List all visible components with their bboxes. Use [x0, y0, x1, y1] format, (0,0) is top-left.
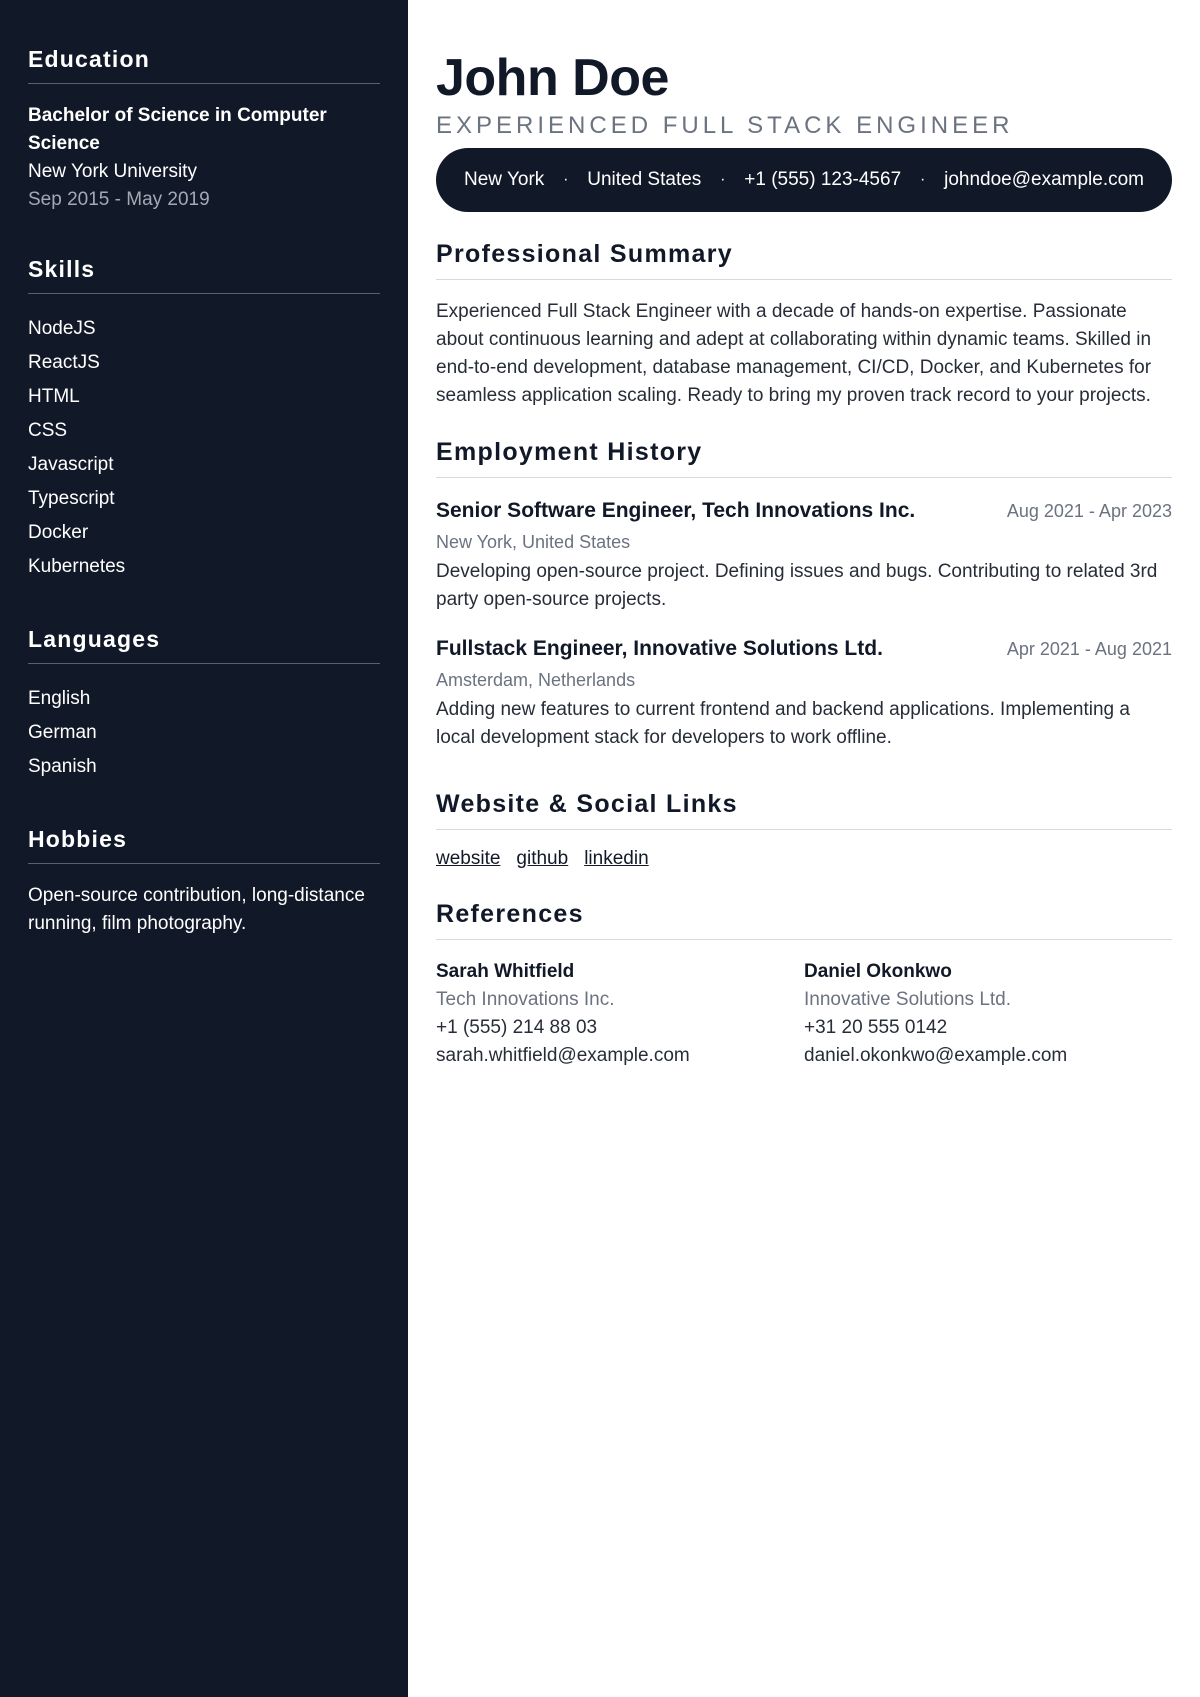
- references-heading: References: [436, 900, 1172, 940]
- github-link[interactable]: github: [516, 848, 569, 869]
- links-heading: Website & Social Links: [436, 790, 1172, 830]
- skill-item: NodeJS: [28, 318, 96, 339]
- languages-heading: Languages: [28, 626, 380, 664]
- education-degree: Bachelor of Science in Computer Science: [28, 105, 327, 154]
- skill-item: Docker: [28, 522, 89, 543]
- language-item: Spanish: [28, 756, 97, 777]
- reference-company: Tech Innovations Inc.: [436, 989, 615, 1010]
- skill-item: HTML: [28, 386, 80, 407]
- language-item: German: [28, 722, 97, 743]
- education-school: New York University: [28, 161, 197, 182]
- skills-heading: Skills: [28, 256, 380, 294]
- job-description: Developing open-source project. Defining issues and bugs. Contributing to related 3rd party open-source projects.: [436, 561, 1158, 610]
- reference-name: Daniel Okonkwo: [804, 961, 952, 982]
- contact-email: johndoe@example.com: [944, 169, 1144, 190]
- job-location: New York, United States: [436, 532, 631, 552]
- references-list: [436, 958, 1172, 1070]
- education-dates: Sep 2015 - May 2019: [28, 189, 210, 210]
- skill-item: Kubernetes: [28, 556, 126, 577]
- skill-item: Typescript: [28, 488, 115, 509]
- job-entry: [436, 634, 1172, 752]
- reference-card: [436, 958, 804, 1070]
- job-role-title: EXPERIENCED FULL STACK ENGINEER: [436, 112, 1014, 139]
- job-description: Adding new features to current frontend and backend applications. Implementing a local development stack for developers to work offline.: [436, 699, 1130, 748]
- references-section: [436, 900, 1172, 1070]
- reference-phone: +31 20 555 0142: [804, 1017, 948, 1038]
- skill-item: ReactJS: [28, 352, 100, 373]
- website-link[interactable]: website: [436, 848, 501, 869]
- hobbies-text: Open-source contribution, long-distance running, film photography.: [28, 885, 365, 934]
- languages-list: [28, 682, 380, 784]
- person-name: John Doe: [436, 49, 669, 107]
- reference-email: sarah.whitfield@example.com: [436, 1045, 690, 1066]
- language-item: English: [28, 688, 91, 709]
- hobbies-section: [28, 826, 380, 938]
- education-section: [28, 46, 380, 214]
- hobbies-heading: Hobbies: [28, 826, 380, 864]
- main-content: [408, 0, 1200, 1697]
- reference-email: daniel.okonkwo@example.com: [804, 1045, 1068, 1066]
- reference-name: Sarah Whitfield: [436, 961, 575, 982]
- employment-section: [436, 438, 1172, 752]
- links-list: [436, 848, 1172, 870]
- job-dates: Aug 2021 - Apr 2023: [1006, 501, 1172, 521]
- contact-country: United States: [587, 169, 702, 190]
- contact-separator: ·: [919, 171, 926, 188]
- contact-city: New York: [464, 169, 545, 190]
- job-title: Senior Software Engineer, Tech Innovations Inc.: [436, 499, 916, 522]
- skills-list: [28, 312, 380, 584]
- languages-section: [28, 626, 380, 784]
- skill-item: CSS: [28, 420, 68, 441]
- contact-phone: +1 (555) 123-4567: [744, 169, 902, 190]
- contact-separator: ·: [720, 171, 726, 188]
- summary-text: Experienced Full Stack Engineer with a decade of hands-on expertise. Passionate about continuous learning and adept at collaborating within dynamic teams. Skilled in end-to-end development, database management, CI/CD, Docker, and Kubernetes for seamless application scaling. Ready to bring my proven track record to your projects.: [436, 301, 1152, 406]
- reference-card: [804, 958, 1172, 1070]
- contact-bar: [436, 148, 1172, 212]
- summary-heading: Professional Summary: [436, 240, 1172, 280]
- education-heading: Education: [28, 46, 380, 84]
- reference-phone: +1 (555) 214 88 03: [436, 1017, 598, 1038]
- links-section: [436, 790, 1172, 870]
- job-title: Fullstack Engineer, Innovative Solutions Ltd.: [436, 637, 883, 660]
- sidebar: [0, 0, 408, 1697]
- employment-heading: Employment History: [436, 438, 1172, 478]
- skill-item: Javascript: [28, 454, 114, 475]
- job-location: Amsterdam, Netherlands: [436, 670, 636, 690]
- job-dates: Apr 2021 - Aug 2021: [1006, 639, 1172, 659]
- contact-separator: ·: [563, 171, 569, 188]
- summary-section: [436, 240, 1172, 410]
- reference-company: Innovative Solutions Ltd.: [804, 989, 1012, 1010]
- linkedin-link[interactable]: linkedin: [584, 848, 649, 869]
- job-entry: [436, 496, 1172, 614]
- skills-section: [28, 256, 380, 584]
